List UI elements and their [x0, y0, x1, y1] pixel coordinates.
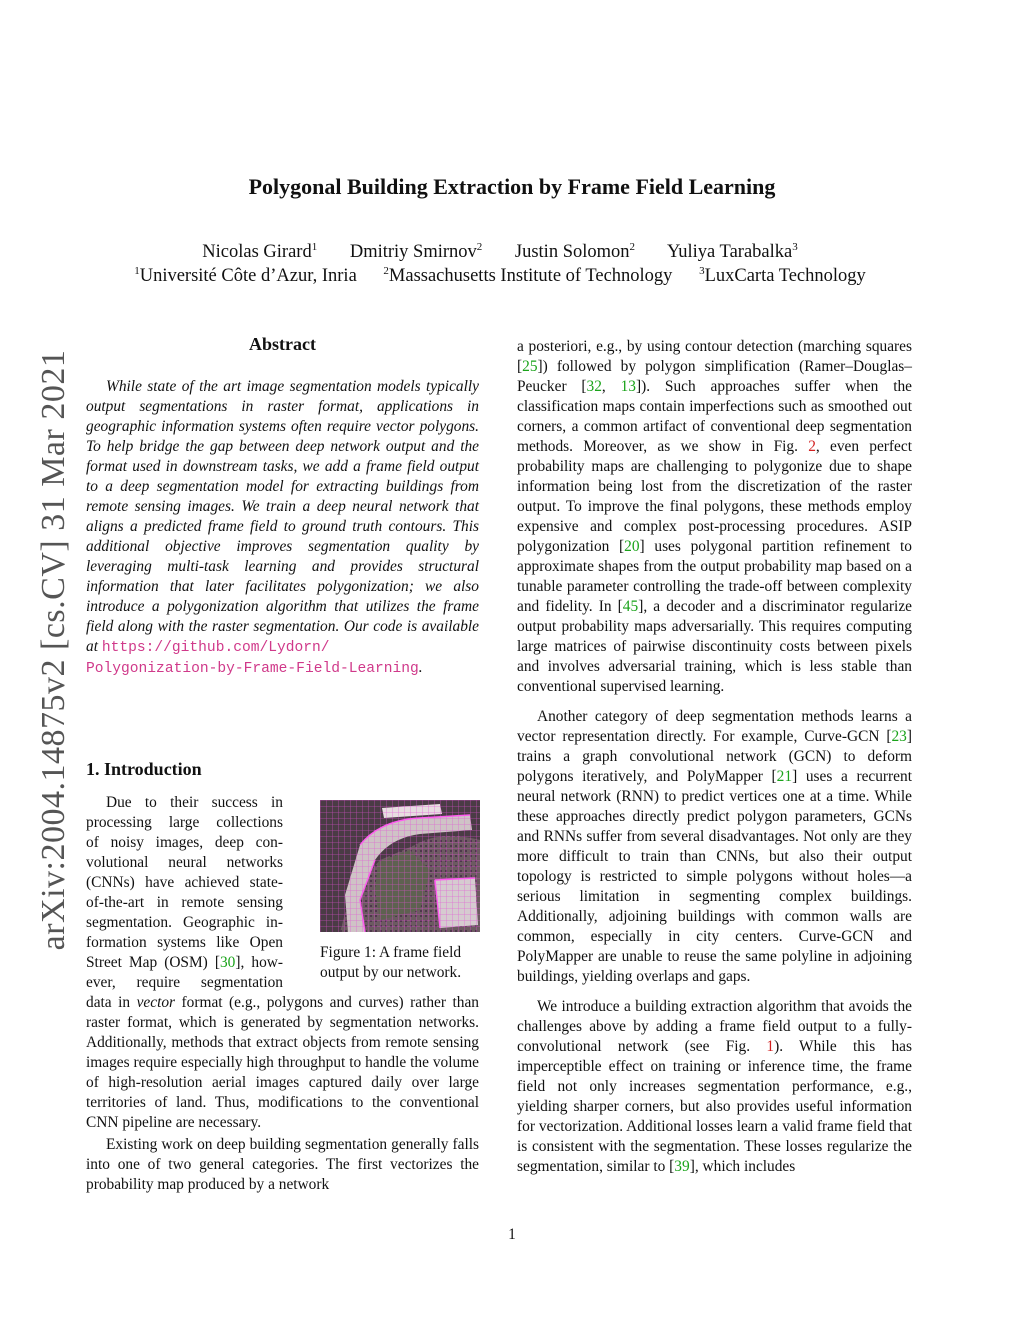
text-line: ever, require segmentation	[86, 974, 283, 991]
right-column	[517, 337, 912, 1177]
author-name: Dmitriy Smirnov	[349, 242, 477, 262]
citation-link[interactable]: 30	[219, 954, 236, 971]
citation-link[interactable]: 21	[776, 768, 793, 785]
text-line: of-the-art in remote sensing	[86, 894, 283, 911]
author-affiliation-mark: 3	[792, 240, 798, 253]
affiliation-number: 2	[383, 264, 389, 277]
affiliation-name: LuxCarta Technology	[704, 266, 866, 286]
body-paragraph: We introduce a building extraction algorithm that avoids the challenges above by adding a frame field output to a fully-convolutional network (see Fig. 1). While this has imperceptible effect on training or inference time, the frame field not only increases segmentation performance, e.g., yielding sharper corners, but also provides useful information for vectorization. Additional losses learn a valid frame field that is consistent with the segmentation. These losses regularize the segmentation, similar to [39], which includes	[517, 998, 912, 1175]
author-affiliation-mark: 1	[311, 240, 318, 253]
text-line: processing large collections	[86, 814, 283, 831]
figure-caption: Figure 1: A frame field output by our network.	[320, 944, 462, 981]
text-line: segmentation. Geographic in-	[86, 914, 283, 931]
citation-link[interactable]: 39	[674, 1158, 690, 1175]
abstract-text: While state of the art image segmentation models typically output segmentations in raster format, applications in geographic information systems often require vector polygons. To help bridge the gap between deep network output and the format used in downstream tasks, we add a frame field output to a deep segmentation model for extracting buildings from remote sensing images. We train a deep neural network that aligns a predicted frame field to ground truth contours. This additional objective improves segmentation quality by leveraging multi-task learning and provides structural information that later facilitates polygonization; we also introduce a polygonization algorithm that utilizes the frame field along with the raster segmentation. Our code is available at	[86, 378, 479, 655]
text-line: formation systems like Open	[86, 934, 283, 951]
author-name: Nicolas Girard	[202, 242, 312, 262]
paper-title: Polygonal Building Extraction by Frame Field Learning	[248, 174, 776, 199]
intro-paragraph: Existing work on deep building segmentation generally falls into one of two general categories. The first vectorizes the probability map produced by a network	[86, 1136, 479, 1193]
text-line: Due to their success in	[106, 794, 283, 811]
citation-link[interactable]: 20	[624, 538, 640, 555]
section-heading-introduction: 1. Introduction	[86, 759, 202, 779]
citation-link[interactable]: 32	[586, 378, 602, 395]
affiliation-number: 3	[699, 264, 705, 277]
figure-ref-link[interactable]: 1	[766, 1038, 775, 1055]
author-affiliation-mark: 2	[476, 240, 483, 253]
intro-wrapped-text	[86, 793, 283, 993]
figure-ref-link[interactable]: 2	[808, 438, 816, 455]
affiliation-number: 1	[134, 264, 140, 277]
citation-link[interactable]: 13	[620, 378, 636, 395]
arxiv-side-stamp: arXiv:2004.14875v2 [cs.CV] 31 Mar 2021	[35, 349, 72, 951]
author-list	[0, 240, 1000, 264]
affiliation-list	[0, 264, 1000, 288]
citation-link[interactable]: 45	[622, 598, 639, 615]
affiliation-name: Université Côte d’Azur, Inria	[139, 266, 357, 286]
author-name: Yuliya Tarabalka	[666, 242, 793, 262]
code-url-link[interactable]: https://github.com/Lydorn/ Polygonization-by-Frame-Field-Learning	[86, 640, 419, 677]
text-line: of noisy images, deep con-	[86, 834, 283, 851]
author-block	[0, 240, 1000, 288]
body-paragraph: Another category of deep segmentation methods learns a vector representation directly. For example, Curve-GCN [23] trains a graph convolutional network (GCN) to deform polygons iteratively, and PolyMapper [21] uses a recurrent neural network (RNN) to predict vertices one at a time. While these approaches directly predict polygon parameters, GCNs and RNNs suffer from several disadvantages. Not only are they more difficult to train than CNNs, but also their output topology is restricted to simple polygons without holes—a serious limitation in segmenting complex buildings. Additionally, adjoining buildings with common walls are common, especially in city centers. Curve-GCN and PolyMapper are unable to reuse the same polyline in adjoining buildings, yielding overlaps and gaps.	[517, 708, 912, 985]
body-paragraph: a posteriori, e.g., by using contour detection (marching squares [25]) followed by polygon simplification (Ramer–Douglas–Peucker [32, 13]). Such approaches suffer when the classification maps contain imperfections such as smoothed out corners, a common artifact of conventional deep segmentation methods. Moreover, as we show in Fig. 2, even perfect probability maps are challenging to polygonize due to shape information being lost from the discretization of the raster output. To improve the final polygons, these methods employ expensive and complex post-processing procedures. ASIP polygonization [20] uses polygonal partition refinement to approximate shapes from the output probability map based on a tunable parameter controlling the trade-off between complexity and fidelity. In [45], a decoder and a discriminator regularize output probability maps adversarially. This requires computing large matrices of pairwise discontinuity costs between pixels and involves adversarial training, which is less stable than conventional supervised learning.	[517, 338, 913, 695]
citation-link[interactable]: 25	[522, 358, 538, 375]
author-name: Justin Solomon	[514, 242, 630, 262]
text-line: volutional neural networks	[86, 854, 283, 871]
text-line: (CNNs) have achieved state-	[86, 874, 283, 891]
author-affiliation-mark: 2	[629, 240, 636, 253]
text-line: Street Map (OSM) [30], how-	[86, 954, 284, 971]
citation-link[interactable]: 23	[891, 728, 907, 745]
affiliation-name: Massachusetts Institute of Technology	[388, 266, 673, 286]
frame-field-figure	[320, 800, 480, 932]
abstract-heading: Abstract	[249, 334, 316, 354]
abstract-body: While state of the art image segmentation models typically output segmentations in raster format, applications in geographic information systems often require vector polygons. To help bridge the gap between deep network output and the format used in downstream tasks, we add a frame field output to a deep segmentation model for extracting buildings from remote sensing images. We train a deep neural network that aligns a predicted frame field to ground truth contours. This additional objective improves segmentation quality by leveraging multi-task learning and provides structural information that later facilitates polygonization; we also introduce a polygonization algorithm that utilizes the frame field along with the raster segmentation. Our code is available at https://github.com/Lydorn/ Polygonization-by-Frame-Field-Learning.	[86, 378, 479, 677]
intro-paragraph: data in vector format (e.g., polygons and curves) rather than raster format, which is generated by segmentation networks. Additionally, methods that extract objects from remote sensing images require especially high throughput to handle the volume of high-resolution aerial images captured daily over large territories of land. Thus, modifications to the conventional CNN pipeline are necessary.	[86, 994, 479, 1131]
intro-body	[86, 993, 479, 1195]
page-number: 1	[508, 1226, 516, 1243]
